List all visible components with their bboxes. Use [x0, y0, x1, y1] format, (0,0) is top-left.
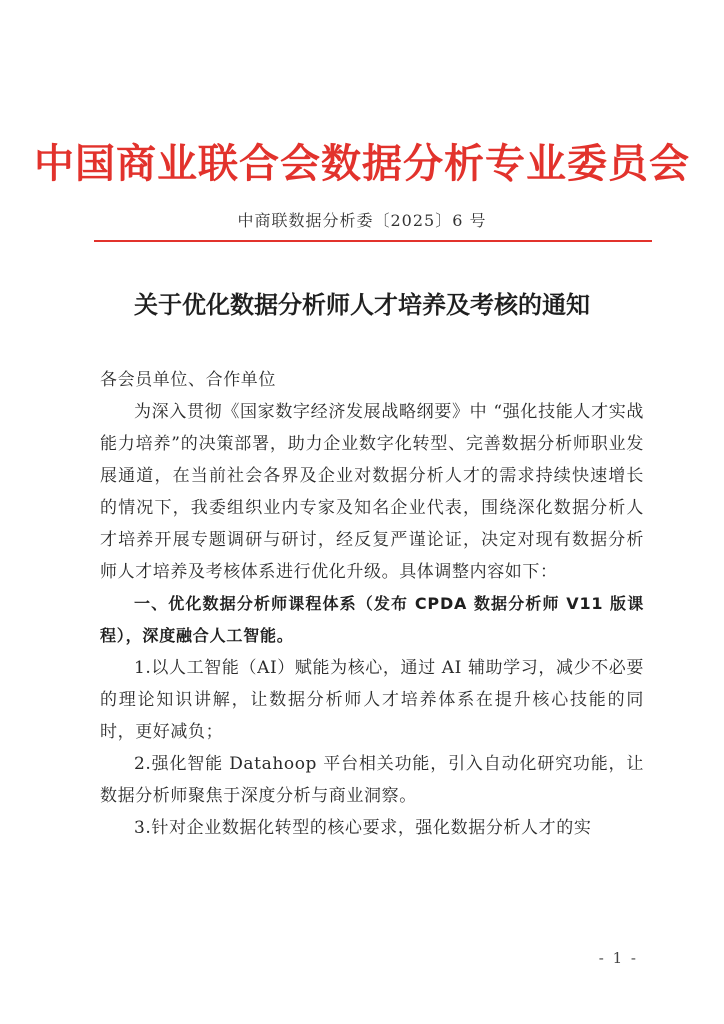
list-item-2: 2.强化智能 Datahoop 平台相关功能，引入自动化研究功能，让数据分析师聚焦于深度分析与商业洞察。 — [100, 754, 644, 806]
document-number: 中商联数据分析委〔2025〕6 号 — [237, 211, 487, 230]
page-number: - 1 - — [598, 949, 638, 967]
list-item-1: 1.以人工智能（AI）赋能为核心，通过 AI 辅助学习，减少不必要的理论知识讲解，让数据分析师人才培养体系在提升核心技能的同时，更好减负； — [100, 658, 644, 742]
notice-title: 关于优化数据分析师人才培养及考核的通知 — [134, 290, 590, 319]
section-heading-1: 一、优化数据分析师课程体系（发布 CPDA 数据分析师 V11 版课程），深度融合人工智能。 — [100, 594, 644, 645]
intro-paragraph: 为深入贯彻《国家数字经济发展战略纲要》中 “强化技能人才实战能力培养”的决策部署，助力企业数字化转型、完善数据分析师职业发展通道，在当前社会各界及企业对数据分析人才的需求持续快速增长的情况下，我委组织业内专家及知名企业代表，围绕深化数据分析人才培养开展专题调研与研讨，经反复严谨论证，决定对现有数据分析师人才培养及考核体系进行优化升级。具体调整内容如下： — [100, 402, 644, 582]
notice-body — [100, 364, 644, 844]
salutation: 各会员单位、合作单位 — [100, 370, 276, 390]
list-item-3: 3.针对企业数据化转型的核心要求，强化数据分析人才的实 — [134, 818, 592, 838]
organization-title: 中国商业联合会数据分析专业委员会 — [34, 140, 690, 187]
red-divider-line — [94, 240, 652, 242]
